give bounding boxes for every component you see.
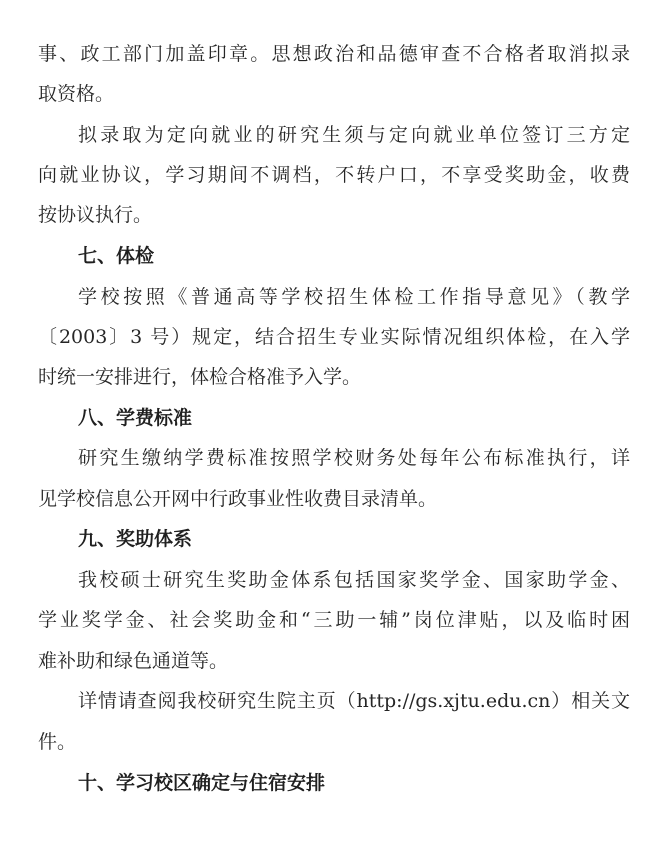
paragraph-line: 取资格。 xyxy=(38,83,115,105)
paragraph-line: 难补助和绿色通道等。 xyxy=(38,650,229,672)
paragraph-line: 研究生缴纳学费标准按照学校财务处每年公布标准执行，详 xyxy=(78,447,630,469)
section-heading-campus-housing: 十、学习校区确定与住宿安排 xyxy=(78,772,326,794)
section-heading-financial-aid: 九、奖助体系 xyxy=(78,528,193,550)
paragraph-line: 件。 xyxy=(38,731,77,753)
section-heading-tuition: 八、学费标准 xyxy=(78,407,193,429)
paragraph-line: 学业奖学金、社会奖助金和“三助一辅”岗位津贴，以及临时困 xyxy=(38,609,630,631)
paragraph-line: 时统一安排进行，体检合格准予入学。 xyxy=(38,366,362,388)
paragraph-line: 学校按照《普通高等学校招生体检工作指导意见》（教学 xyxy=(78,286,630,308)
section-heading-physical-exam: 七、体检 xyxy=(78,245,155,267)
paragraph-line: 〔2003〕3 号）规定，结合招生专业实际情况组织体检，在入学 xyxy=(38,326,630,348)
paragraph-line: 我校硕士研究生奖助金体系包括国家奖学金、国家助学金、 xyxy=(78,569,630,591)
paragraph-line: 拟录取为定向就业的研究生须与定向就业单位签订三方定 xyxy=(78,124,630,146)
paragraph-line: 见学校信息公开网中行政事业性收费目录清单。 xyxy=(38,488,438,510)
paragraph-line: 事、政工部门加盖印章。思想政治和品德审查不合格者取消拟录 xyxy=(38,43,630,65)
paragraph-line: 详情请查阅我校研究生院主页（http://gs.xjtu.edu.cn）相关文 xyxy=(78,690,630,712)
paragraph-line: 向就业协议，学习期间不调档，不转户口，不享受奖助金，收费 xyxy=(38,164,630,186)
paragraph-line: 按协议执行。 xyxy=(38,204,153,226)
